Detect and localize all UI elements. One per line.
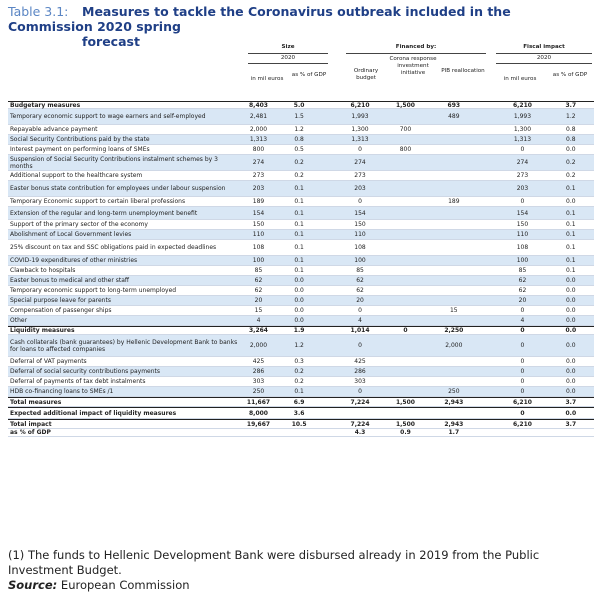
row-value: 100 <box>354 257 366 264</box>
table-row <box>8 377 594 387</box>
row-label: Special purpose leave for parents <box>10 297 111 304</box>
row-value: 0.0 <box>566 307 576 314</box>
table-row <box>8 109 594 125</box>
row-value: 189 <box>448 198 460 205</box>
row-value: 0 <box>520 409 525 417</box>
row-value: 0.1 <box>294 209 304 217</box>
row-value: 0.0 <box>566 358 576 365</box>
row-value: 274 <box>252 159 265 166</box>
row-value: 0 <box>358 146 362 153</box>
table-footer <box>8 548 594 593</box>
row-value: 0 <box>358 342 362 349</box>
row-label: Interest payment on performing loans of SMEs <box>10 146 150 153</box>
table-row <box>8 316 594 326</box>
row-value: 108 <box>516 244 529 251</box>
row-value: 0 <box>520 327 525 334</box>
row-value: 62 <box>254 277 263 284</box>
row-label: Temporary economic support to wage earners and self-employed <box>10 113 206 120</box>
row-value: 489 <box>448 113 460 120</box>
table-row <box>8 276 594 286</box>
table-number: Table 3.1: <box>8 4 69 19</box>
table-row <box>8 125 594 135</box>
row-value: 273 <box>252 172 265 179</box>
row-label: Suspension of Social Security Contributions instalment schemes by 3 months <box>10 155 218 170</box>
row-value: 100 <box>252 257 265 264</box>
row-label: Liquidity measures <box>10 327 75 334</box>
row-value: 0.0 <box>566 378 576 385</box>
row-value: 0.1 <box>566 244 576 251</box>
col-size-mil: in mil euros <box>250 76 284 82</box>
row-value: 0.2 <box>294 172 304 179</box>
row-value: 1.2 <box>566 113 576 120</box>
row-value: 1,313 <box>513 136 532 143</box>
row-label: Expected additional impact of liquidity measures <box>10 409 177 417</box>
row-value: 0 <box>520 388 525 395</box>
row-value: 0.1 <box>566 231 576 238</box>
row-label: Easter bonus to medical and other staff <box>10 277 129 284</box>
row-value: 0 <box>520 198 525 205</box>
row-value: 5.0 <box>293 101 305 109</box>
row-value: 0.2 <box>294 159 304 166</box>
row-value: 303 <box>354 378 366 385</box>
row-value: 10.5 <box>291 420 307 428</box>
row-value: 100 <box>516 257 529 264</box>
row-value: 203 <box>354 185 366 192</box>
row-value: 4 <box>520 317 525 324</box>
row-value: 250 <box>252 388 265 395</box>
row-value: 1,313 <box>351 136 369 143</box>
row-value: 0 <box>520 146 525 153</box>
row-value: 693 <box>447 101 461 109</box>
row-value: 0.0 <box>294 307 304 314</box>
table-row <box>8 181 594 197</box>
row-value: 1,993 <box>513 113 532 120</box>
row-value: 85 <box>254 267 263 274</box>
row-label: Temporary Economic support to certain liberal professions <box>10 198 186 205</box>
row-value: 15 <box>254 307 263 314</box>
row-value: 800 <box>399 146 412 153</box>
row-label: Abolishment of Local Government levies <box>10 231 132 238</box>
row-value: 110 <box>252 231 265 238</box>
row-value: 0.1 <box>294 231 304 238</box>
row-value: 0.8 <box>566 136 576 143</box>
row-value: 0 <box>520 368 525 375</box>
row-value: 0 <box>520 358 525 365</box>
row-value: 2,943 <box>444 398 464 406</box>
row-label: 25% discount on tax and SSC obligations paid in expected deadlines <box>10 244 217 251</box>
row-value: 1,993 <box>351 113 369 120</box>
source-line <box>8 578 594 593</box>
table-row <box>8 397 594 407</box>
fiscal-group-label: Fiscal impact <box>523 44 565 50</box>
row-label: Budgetary measures <box>10 101 81 109</box>
row-value: 2,481 <box>249 113 268 120</box>
row-value: 0.5 <box>294 146 304 153</box>
row-value: 4.3 <box>354 429 366 436</box>
table-row <box>8 367 594 377</box>
row-value: 1,300 <box>513 126 532 133</box>
row-value: 0.0 <box>294 317 304 324</box>
source-label: Source: <box>8 578 58 592</box>
row-value: 20 <box>254 297 263 304</box>
row-value: 1.9 <box>293 327 305 334</box>
row-value: 0.0 <box>294 287 304 294</box>
row-value: 0 <box>520 307 525 314</box>
row-value: 7,224 <box>350 398 370 406</box>
row-value: 0.0 <box>294 277 304 284</box>
table-row <box>8 419 594 429</box>
row-value: 62 <box>356 287 364 294</box>
row-value: 15 <box>449 307 458 314</box>
row-value: 0.1 <box>294 257 304 264</box>
row-value: 700 <box>399 126 412 133</box>
table-row <box>8 256 594 266</box>
row-value: 0 <box>403 327 408 334</box>
row-value: 20 <box>518 297 527 304</box>
row-value: 250 <box>448 388 460 395</box>
table-row <box>8 266 594 276</box>
row-value: 4 <box>358 317 362 324</box>
row-label: Compensation of passenger ships <box>10 307 112 314</box>
row-value: 0.0 <box>566 368 576 375</box>
table-row <box>8 240 594 256</box>
row-value: 189 <box>252 198 265 205</box>
row-label: Additional support to the healthcare system <box>10 172 143 179</box>
row-value: 2,250 <box>444 327 464 334</box>
row-value: 0.2 <box>566 159 576 166</box>
row-value: 0.0 <box>566 297 576 304</box>
row-value: 286 <box>252 368 265 375</box>
row-label: Extension of the regular and long-term unemployment benefit <box>10 209 198 217</box>
row-value: 0.1 <box>566 185 576 192</box>
fiscal-year: 2020 <box>536 55 552 61</box>
table-row <box>8 286 594 296</box>
table-row <box>8 197 594 207</box>
row-value: 3.7 <box>565 101 577 109</box>
row-value: 150 <box>252 221 265 228</box>
row-label: Total impact <box>10 420 52 428</box>
row-value: 110 <box>354 231 366 238</box>
table-header <box>8 42 594 102</box>
row-value: 0.0 <box>294 297 304 304</box>
row-label: Deferral of social security contributions payments <box>10 368 161 375</box>
row-label: Clawback to hospitals <box>10 267 76 274</box>
row-label: Easter bonus state contribution for employees under labour suspension <box>10 185 226 192</box>
row-value: 0.0 <box>566 342 576 349</box>
row-value: 0.0 <box>566 317 576 324</box>
row-value: 800 <box>252 146 265 153</box>
row-value: 1.7 <box>448 429 460 436</box>
row-label: Deferral of VAT payments <box>10 358 87 365</box>
table-title-line2: forecast <box>82 34 140 49</box>
row-value: 4 <box>256 317 261 324</box>
table-row <box>8 230 594 240</box>
row-value: 0 <box>358 198 362 205</box>
row-value: 0.0 <box>565 409 577 417</box>
col-fiscal-gdp: as % of GDP <box>552 72 588 78</box>
source-text: European Commission <box>60 578 190 592</box>
row-value: 62 <box>356 277 364 284</box>
table-title-line1: Measures to tackle the Coronavirus outbreak included in the Commission 2020 spring <box>8 4 511 34</box>
row-label: Social Security Contributions paid by the state <box>10 136 150 143</box>
row-value: 1.5 <box>294 113 304 120</box>
row-value: 0.1 <box>294 388 304 395</box>
row-value: 19,667 <box>246 420 271 428</box>
row-value: 3,264 <box>249 327 268 334</box>
row-value: 2,943 <box>444 420 464 428</box>
table-row <box>8 145 594 155</box>
row-value: 85 <box>518 267 527 274</box>
row-value: 0.0 <box>566 277 576 284</box>
row-value: 0.1 <box>566 267 576 274</box>
row-value: 0 <box>520 342 525 349</box>
row-value: 3.7 <box>565 420 577 428</box>
table-row <box>8 429 594 437</box>
table-row <box>8 101 594 109</box>
row-value: 1,500 <box>395 101 415 109</box>
row-value: 20 <box>356 297 364 304</box>
row-value: 286 <box>354 368 366 375</box>
col-corona-response: Corona response investment initiative <box>389 56 437 76</box>
row-value: 62 <box>518 287 527 294</box>
row-value: 1,300 <box>351 126 369 133</box>
row-value: 85 <box>356 267 364 274</box>
col-fiscal-mil: in mil euros <box>503 76 537 82</box>
row-value: 425 <box>252 358 265 365</box>
row-label: HDB co-financing loans to SMEs /1 <box>10 388 114 395</box>
table-row <box>8 407 594 419</box>
row-value: 0.1 <box>566 221 576 228</box>
row-value: 273 <box>354 172 366 179</box>
row-value: 0.0 <box>566 146 576 153</box>
row-value: 108 <box>252 244 265 251</box>
row-value: 6,210 <box>512 101 532 109</box>
row-value: 0.9 <box>400 429 411 436</box>
table-row <box>8 306 594 316</box>
row-value: 1,313 <box>249 136 268 143</box>
row-value: 0.1 <box>294 185 304 192</box>
row-label: Cash collaterals (bank guarantees) by Hellenic Development Bank to banks for loans to affected companies <box>10 338 238 353</box>
row-value: 62 <box>254 287 263 294</box>
row-value: 7,224 <box>350 420 370 428</box>
row-label: Temporary economic support to long-term unemployed <box>10 287 177 294</box>
table-row <box>8 335 594 357</box>
row-value: 0.1 <box>294 267 304 274</box>
row-value: 0.1 <box>294 244 304 251</box>
row-value: 8,000 <box>249 409 268 417</box>
row-label: Support of the primary sector of the economy <box>10 221 148 228</box>
row-value: 273 <box>516 172 529 179</box>
row-value: 2,000 <box>445 342 463 349</box>
financed-group-label: Financed by: <box>395 44 437 50</box>
row-value: 150 <box>516 221 529 228</box>
size-group-label: Size <box>281 44 295 50</box>
table-row <box>8 326 594 335</box>
row-value: 108 <box>354 244 366 251</box>
footnote: (1) The funds to Hellenic Development Bank were disbursed already in 2019 from the Public Investment Budget. <box>8 548 540 577</box>
row-value: 2,000 <box>249 342 268 349</box>
row-value: 154 <box>516 209 529 217</box>
row-value: 0.1 <box>294 198 304 205</box>
row-value: 203 <box>252 185 265 192</box>
row-value: 274 <box>354 159 366 166</box>
row-value: 3.7 <box>565 398 577 406</box>
row-value: 154 <box>354 209 366 217</box>
row-value: 303 <box>252 378 265 385</box>
row-value: 1.2 <box>294 126 304 133</box>
row-value: 1,500 <box>395 398 415 406</box>
row-value: 425 <box>354 358 366 365</box>
row-value: 154 <box>252 209 265 217</box>
row-value: 1,014 <box>350 327 370 334</box>
row-label: as % of GDP <box>10 429 51 436</box>
measures-table <box>8 101 594 437</box>
table-row <box>8 207 594 220</box>
row-value: 6,210 <box>512 398 532 406</box>
col-ordinary-budget: Ordinary budget <box>353 68 379 81</box>
row-value: 0.0 <box>566 198 576 205</box>
row-value: 0.2 <box>294 378 304 385</box>
row-value: 0.0 <box>566 287 576 294</box>
row-value: 6,210 <box>512 420 532 428</box>
table-row <box>8 220 594 230</box>
row-value: 0.1 <box>294 221 304 228</box>
table-row <box>8 387 594 397</box>
row-value: 0.1 <box>566 209 576 217</box>
row-value: 0 <box>358 307 362 314</box>
table-row <box>8 155 594 171</box>
row-value: 0 <box>520 378 525 385</box>
table-row <box>8 357 594 367</box>
row-value: 203 <box>516 185 529 192</box>
row-value: 0.0 <box>566 388 576 395</box>
row-label: Other <box>10 317 28 324</box>
size-year: 2020 <box>280 55 296 61</box>
row-value: 110 <box>516 231 529 238</box>
row-value: 2,000 <box>249 126 268 133</box>
row-value: 0.8 <box>566 126 576 133</box>
row-value: 0 <box>358 388 362 395</box>
row-value: 0.2 <box>294 368 304 375</box>
row-value: 0.2 <box>566 172 576 179</box>
table-row <box>8 296 594 306</box>
table-row <box>8 135 594 145</box>
row-value: 0.0 <box>565 327 577 334</box>
row-value: 8,403 <box>249 101 268 109</box>
row-value: 274 <box>516 159 529 166</box>
row-value: 62 <box>518 277 527 284</box>
row-value: 0.1 <box>566 257 576 264</box>
row-label: Total measures <box>10 398 62 406</box>
row-value: 0.3 <box>294 358 304 365</box>
col-size-gdp: as % of GDP <box>291 72 327 78</box>
row-value: 6.9 <box>293 398 305 406</box>
row-value: 0.8 <box>294 136 304 143</box>
row-label: Repayable advance payment <box>10 126 98 133</box>
row-value: 11,667 <box>246 398 271 406</box>
row-label: Deferral of payments of tax debt instalments <box>10 378 146 385</box>
table-row <box>8 171 594 181</box>
row-value: 150 <box>354 221 366 228</box>
row-value: 1.2 <box>294 342 304 349</box>
row-value: 6,210 <box>350 101 370 109</box>
row-value: 3.6 <box>293 409 305 417</box>
col-pib-reallocation: PIB reallocation <box>441 68 485 74</box>
row-label: COVID-19 expenditures of other ministries <box>10 257 138 264</box>
row-value: 1,500 <box>395 420 415 428</box>
